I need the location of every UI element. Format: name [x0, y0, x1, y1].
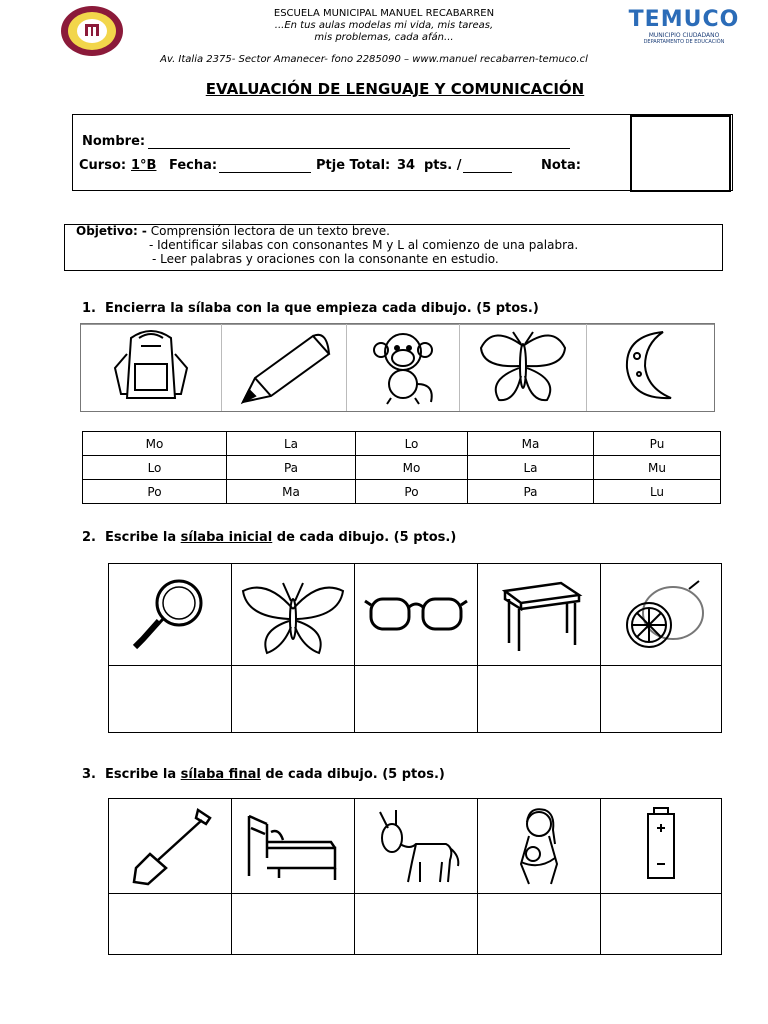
pencil-icon	[222, 324, 347, 411]
bed-icon	[232, 799, 355, 894]
syllable-cell[interactable]: Ma	[227, 480, 356, 504]
butterfly-icon-2	[232, 564, 355, 666]
ptje-value: 34	[397, 158, 416, 173]
school-address: Av. Italia 2375- Sector Amanecer- fono 2285090 – www.manuel recabarren-temuco.cl	[160, 54, 588, 65]
q3-pre: Escribe la	[105, 767, 181, 782]
q1-text: Encierra la sílaba con la que empieza cada dibujo. (5 ptos.)	[105, 301, 539, 316]
grade-box	[630, 115, 731, 192]
curso-label-text: Curso:	[79, 158, 127, 173]
ptje-unit: pts. /	[424, 158, 462, 173]
backpack-icon	[81, 324, 222, 411]
syllable-cell[interactable]: Lo	[356, 432, 468, 456]
q2-pre: Escribe la	[105, 530, 181, 545]
page-title: EVALUACIÓN DE LENGUAJE Y COMUNICACIÓN	[205, 80, 585, 98]
monkey-icon	[347, 324, 460, 411]
q2-underlined: sílaba inicial	[180, 530, 273, 545]
table-row	[83, 456, 721, 480]
q2-number: 2.	[82, 530, 96, 545]
objective-line-3: - Leer palabras y oraciones con la consonante en estudio.	[152, 252, 499, 266]
glasses-icon	[355, 564, 478, 666]
q1-number: 1.	[82, 301, 96, 316]
school-motto-1: ...En tus aulas modelas mi vida, mis tareas,	[274, 20, 494, 31]
answer-cell[interactable]	[355, 666, 478, 733]
syllable-cell[interactable]: Mo	[356, 456, 468, 480]
q1-picture-strip	[80, 323, 715, 412]
syllable-cell[interactable]: Pa	[227, 456, 356, 480]
table-icon	[478, 564, 601, 666]
question-2-title	[82, 530, 456, 545]
syllable-cell[interactable]: Mo	[83, 432, 227, 456]
objective-line-2: - Identificar silabas con consonantes M y L al comienzo de una palabra.	[149, 238, 579, 252]
fecha-field[interactable]	[219, 172, 311, 173]
syllable-cell[interactable]: Po	[356, 480, 468, 504]
magnifying-glass-icon	[109, 564, 232, 666]
battery-icon	[601, 799, 722, 894]
q2-answer-grid	[108, 563, 722, 733]
syllable-cell[interactable]: La	[227, 432, 356, 456]
moon-icon	[587, 324, 714, 411]
donkey-icon	[355, 799, 478, 894]
table-row	[109, 894, 722, 955]
q1-syllable-table	[82, 431, 721, 504]
nombre-label: Nombre:	[82, 134, 146, 149]
q3-answer-grid	[108, 798, 722, 955]
answer-cell[interactable]	[355, 894, 478, 955]
curso-value: 1°B	[131, 158, 157, 173]
q2-post: de cada dibujo. (5 ptos.)	[272, 530, 457, 545]
table-row	[83, 432, 721, 456]
table-row	[109, 799, 722, 894]
mother-baby-icon	[478, 799, 601, 894]
temuco-logo	[622, 8, 746, 48]
nota-label: Nota:	[541, 158, 581, 173]
syllable-cell[interactable]: Lo	[83, 456, 227, 480]
question-3-title	[82, 767, 445, 782]
answer-cell[interactable]	[601, 666, 722, 733]
butterfly-icon-1	[460, 324, 587, 411]
table-row	[83, 480, 721, 504]
syllable-cell[interactable]: Pu	[594, 432, 721, 456]
objective-label: Objetivo: -	[76, 224, 147, 238]
q3-underlined: sílaba final	[180, 767, 261, 782]
table-row	[109, 564, 722, 666]
school-motto-2: mis problemas, cada afán...	[314, 32, 454, 43]
ptje-obtained-field[interactable]	[463, 172, 512, 173]
fecha-label: Fecha:	[169, 158, 218, 173]
school-name: ESCUELA MUNICIPAL MANUEL RECABARREN	[273, 8, 495, 19]
curso-label	[79, 158, 126, 173]
objective-line-1: Comprensión lectora de un texto breve.	[150, 224, 390, 238]
answer-cell[interactable]	[601, 894, 722, 955]
syllable-cell[interactable]: Mu	[594, 456, 721, 480]
syllable-cell[interactable]: Pa	[468, 480, 594, 504]
question-1-title	[82, 301, 539, 316]
nombre-field[interactable]	[148, 148, 570, 149]
answer-cell[interactable]	[109, 894, 232, 955]
temuco-logo-sub2: DEPARTAMENTO DE EDUCACIÓN	[643, 39, 725, 45]
answer-cell[interactable]	[232, 666, 355, 733]
answer-cell[interactable]	[478, 894, 601, 955]
answer-cell[interactable]	[232, 894, 355, 955]
ptje-label: Ptje Total:	[316, 158, 391, 173]
syllable-cell[interactable]: Lu	[594, 480, 721, 504]
syllable-cell[interactable]: Ma	[468, 432, 594, 456]
syllable-cell[interactable]: La	[468, 456, 594, 480]
shovel-icon	[109, 799, 232, 894]
temuco-logo-sub: MUNICIPIO CIUDADANO	[648, 32, 720, 39]
answer-cell[interactable]	[478, 666, 601, 733]
answer-cell[interactable]	[109, 666, 232, 733]
table-row	[109, 666, 722, 733]
temuco-logo-text: TEMUCO	[628, 7, 740, 32]
q3-number: 3.	[82, 767, 96, 782]
syllable-cell[interactable]: Po	[83, 480, 227, 504]
lemon-icon	[601, 564, 722, 666]
q3-post: de cada dibujo. (5 ptos.)	[260, 767, 445, 782]
